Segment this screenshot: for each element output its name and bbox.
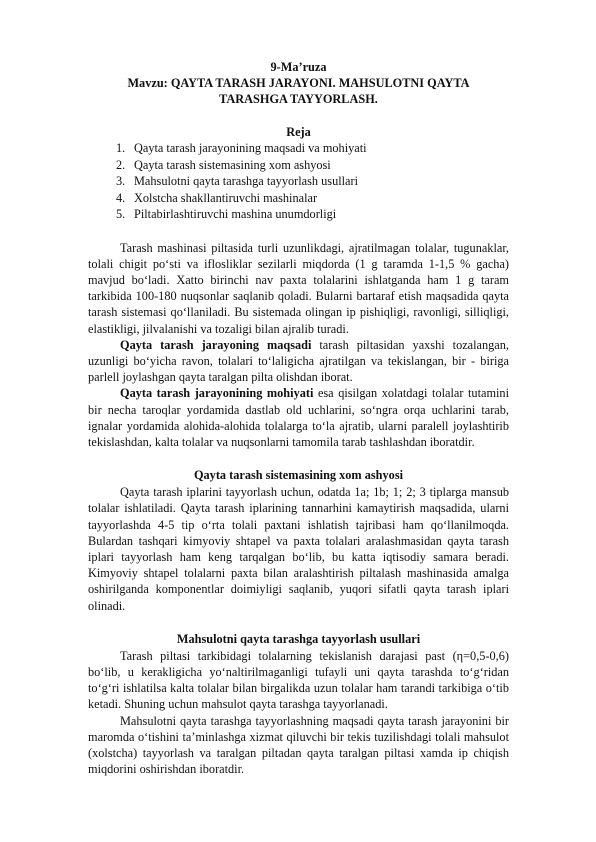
plan-item-text: Qayta tarash sistemasining xom ashyosi [134, 157, 331, 172]
plan-item-text: Xolstcha shakllantiruvchi mashinalar [134, 190, 318, 205]
plan-item-number: 3. [116, 174, 126, 188]
plan-item-number: 1. [116, 141, 126, 155]
purpose-text: tarash piltasidan yaxshi tozalangan, uzunligi bo‘yicha ravon, tolalari to‘laligicha ajratilgan va tekislangan, bir - biriga parlell joylashgan qayta taralgan pilta olishdan iborat. [88, 337, 509, 385]
plan-item-number: 5. [116, 207, 126, 221]
essence-text: esa qisilgan xolatdagi tolalar tutamini bir necha taroqlar yordamida dastlab old uchlarini, so‘ngra orqa uchlarini tarab, ignalar yordamida alohida-alohida tolalarga to‘la ajratib, ularni paralell joylashtirib tekislashdan, kalta tolalar va nuqsonlarni tamomila tarab tashlashdan iboratdir. [88, 386, 509, 449]
intro-paragraph: Tarash mashinasi piltasida turli uzunlikdagi, ajratilmagan tolalar, tugunaklar, tolali chigit po‘sti va iflosliklar sezilarli miqdorda (1 g taramda 1-1,5 % gacha) mavjud bo‘ladi. Xatto birinchi nav paxta tolalarini ishlatganda ham 1 g taram tarkibida 100-180 nuqsonlar saqlanib qoladi. Bularni bartaraf etish maqsadida qayta tarash sistemasi qo‘llaniladi. Bu sistemada olingan ip pishiqligi, ravonligi, silliqligi, elastikligi, jilvalanishi va tozaligi bilan ajralib turadi. [88, 240, 509, 336]
purpose-term: Qayta tarash jarayoning maqsadi [120, 337, 312, 352]
plan-item-number: 4. [116, 190, 126, 205]
plan-list [88, 140, 509, 223]
lecture-number: 9-Ma’ruza [270, 60, 327, 74]
plan-item [88, 206, 509, 223]
preparation-paragraph-1: Tarash piltasi tarkibidagi tolalarning tekislanish darajasi past (η=0,5-0,6) bo‘lib, u kerakligicha yo‘naltirilmaganligi tufayli uni qayta tarashda to‘g‘ridan to‘g‘ri ishlatilsa kalta tolalar bilan birgalikda uzun tolalar ham tarandi tarkibiga o‘tib ketadi. Shuning uchun mahsulot qayta tarashga tayyorlanadi. [88, 648, 509, 712]
plan-item-number: 2. [116, 157, 126, 172]
essence-paragraph [88, 385, 509, 450]
topic-title-line2: TARASHGA TAYYORLASH. [219, 92, 378, 106]
plan-item-text: Mahsulotni qayta tarashga tayyorlash usullari [134, 174, 359, 188]
plan-item [88, 157, 509, 174]
plan-item-text: Piltabirlashtiruvchi mashina unumdorligi [134, 207, 337, 221]
preparation-paragraph-2: Mahsulotni qayta tarashga tayyorlashning maqsadi qayta tarash jarayonini bir maromda o‘tishini ta’minlashga xizmat qiluvchi bir tekis tuzilishdagi tolali mahsulot (xolstcha) tayyorlash va taralgan piltadan qayta taralgan piltasi xamda ip chiqish miqdorini oshirishdan iboratdir. [88, 713, 509, 777]
raw-material-paragraph: Qayta tarash iplarini tayyorlash uchun, odatda 1a; 1b; 1; 2; 3 tiplarga mansub tolalar ishlatiladi. Qayta tarash iplarining tannarhini kamaytirish maqsadida, ularni tayyorlashda 4-5 tip o‘rta tolali paxtani ishlatish tajribasi ham qo‘llanilmoqda. Bulardan tashqari kimyoviy shtapel va paxta tolalari aralashmasidan qayta tarash iplari tayyorlash ham keng tarqalgan bo‘lib, bu katta iqtisodiy samara beradi. Kimyoviy shtapel tolalarni paxta bilan aralashtirish piltalash mashinasida amalga oshirilganda komponentlar doimiyligi saqlanib, yuqori sifatli qayta tarash iplari olinadi. [88, 485, 509, 613]
section-heading-preparation: Mahsulotni qayta tarashga tayyorlash usullari [176, 631, 421, 646]
topic-title-line1: Mavzu: QAYTA TARASH JARAYONI. MAHSULOTNI QAYTA [127, 76, 470, 90]
document-page [88, 59, 509, 777]
purpose-paragraph [88, 337, 509, 386]
plan-item [88, 140, 509, 157]
essence-term: Qayta tarash jarayonining mohiyati [120, 386, 314, 401]
section-heading-raw-material: Qayta tarash sistemasining xom ashyosi [193, 468, 404, 483]
plan-item [88, 190, 509, 207]
plan-heading: Reja [286, 125, 311, 139]
plan-item [88, 173, 509, 190]
plan-item-text: Qayta tarash jarayonining maqsadi va mohiyati [134, 141, 367, 155]
